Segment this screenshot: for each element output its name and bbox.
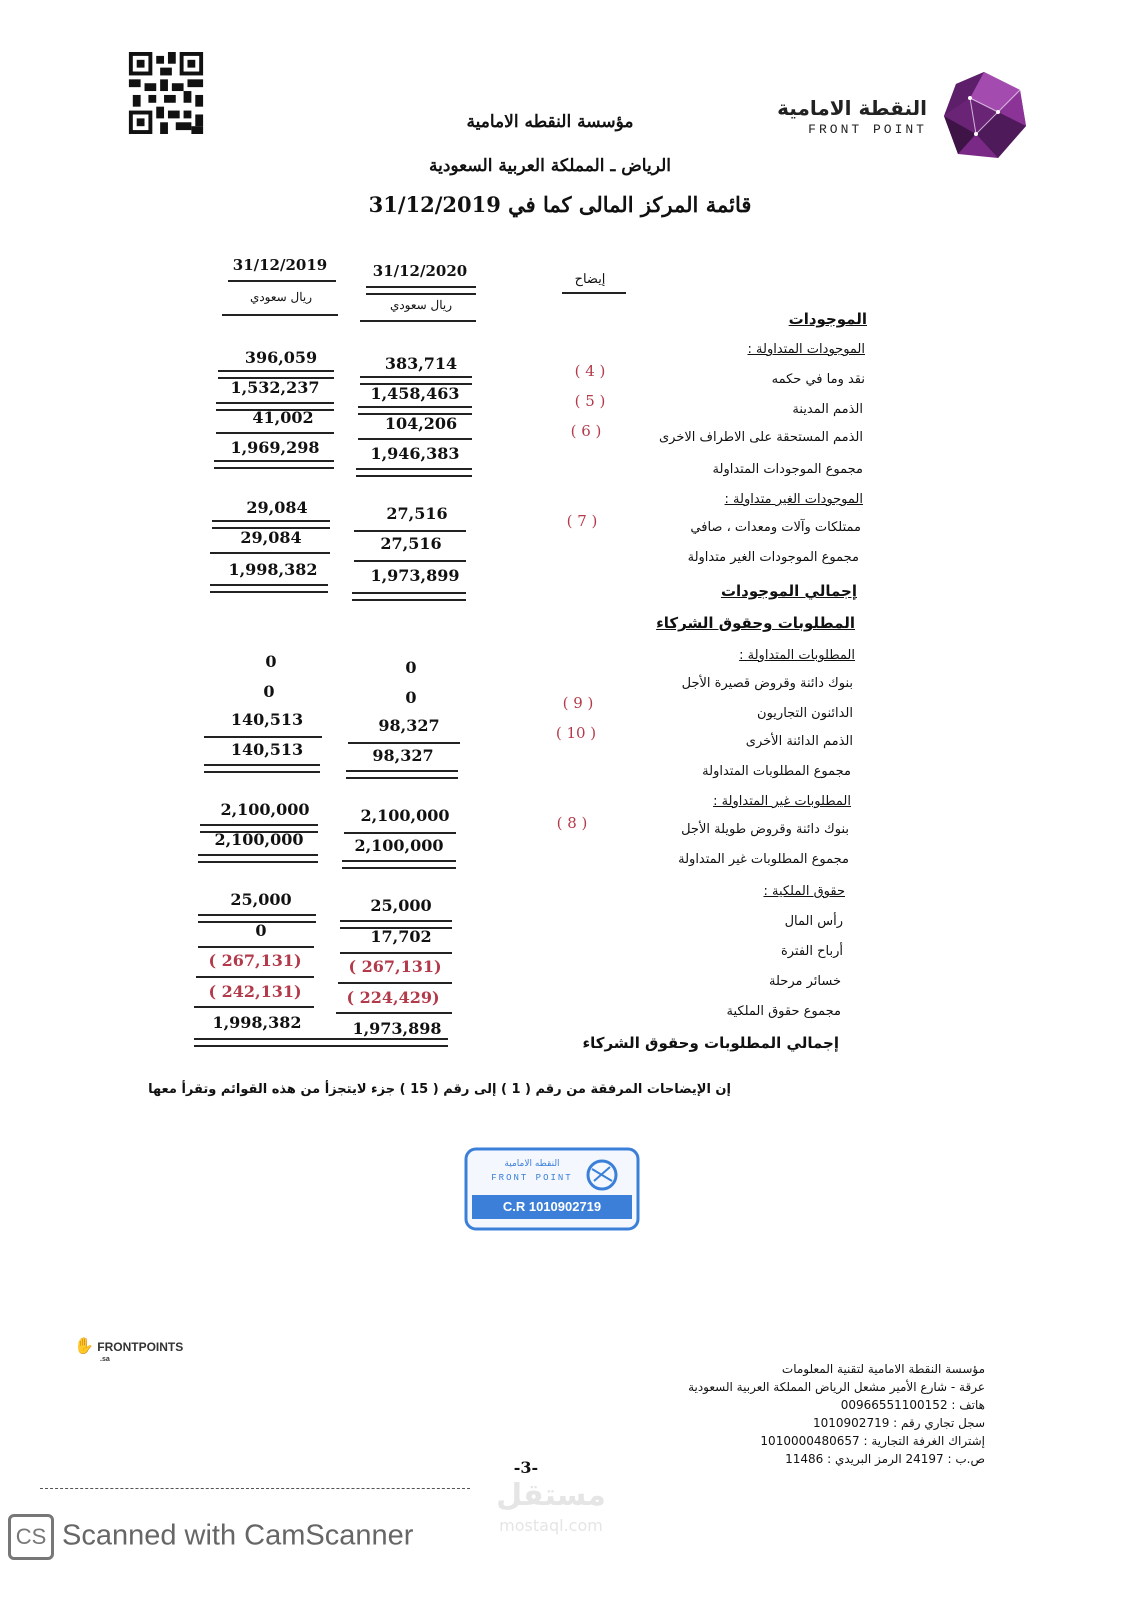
- divider: [366, 286, 476, 295]
- divider: [348, 742, 460, 744]
- row-cash-2019: 396,059: [244, 348, 318, 367]
- divider: [562, 292, 626, 294]
- divider: [344, 832, 456, 834]
- row-banks-long-note: ( 8 ): [556, 814, 588, 832]
- row-total-liab-equity-label: إجمالي المطلوبات وحقوق الشركاء: [582, 1034, 839, 1052]
- stamp-cr: C.R 1010902719: [502, 1199, 602, 1214]
- row-ppe-2020: 27,516: [386, 504, 448, 523]
- row-cash-2020: 383,714: [384, 354, 458, 373]
- row-capital-2019: 25,000: [230, 890, 292, 909]
- row-total-equity-2020: ( 224,429): [346, 988, 440, 1007]
- frontpoints-logo-sub: .sa: [100, 1356, 110, 1363]
- divider: [194, 1038, 448, 1047]
- divider: [210, 584, 328, 593]
- divider: [354, 530, 466, 532]
- row-payables-2019: 0: [263, 682, 275, 701]
- row-total-current-assets-label: مجموع الموجودات المتداولة: [712, 462, 863, 477]
- section-current-liab: المطلوبات المتداولة :: [739, 648, 855, 663]
- company-stamp: [462, 1145, 642, 1235]
- row-other-payables-label: الذمم الدائنة الأخرى: [745, 734, 853, 749]
- row-receivables-2019: 1,532,237: [230, 378, 320, 397]
- row-losses-2019: ( 267,131): [208, 951, 302, 970]
- watermark-english: mostaql.com: [499, 1516, 603, 1535]
- watermark-arabic: مستقل: [496, 1478, 606, 1513]
- section-liab-equity: المطلوبات وحقوق الشركاء: [656, 614, 855, 632]
- row-capital-2020: 25,000: [370, 896, 432, 915]
- row-total-current-liab-label: مجموع المطلوبات المتداولة: [702, 764, 851, 779]
- stamp-arabic: النقطه الامامية: [504, 1159, 560, 1169]
- section-noncurrent-liab: المطلوبات غير المتداولة :: [713, 794, 851, 809]
- divider: [358, 438, 472, 440]
- row-cash-label: نقد وما في حكمه: [771, 372, 865, 387]
- divider: [198, 854, 318, 863]
- row-total-equity-2019: ( 242,131): [208, 982, 302, 1001]
- divider: [340, 952, 452, 954]
- address-line: سجل تجاري رقم : 1010902719: [813, 1416, 985, 1430]
- camscanner-banner: [8, 1514, 413, 1560]
- row-total-current-assets-2020: 1,946,383: [370, 444, 460, 463]
- divider: [336, 1012, 452, 1014]
- col-2020-currency: ريال سعودي: [389, 298, 453, 312]
- divider: [204, 764, 320, 773]
- row-ppe-2019: 29,084: [246, 498, 308, 517]
- company-name: مؤسسة النقطه الامامية: [466, 112, 634, 132]
- address-line: ص.ب : 24197 الرمز البريدي : 11486: [785, 1452, 985, 1466]
- row-banks-short-2019: 0: [265, 652, 277, 671]
- row-total-noncurrent-liab-2019: 2,100,000: [214, 830, 304, 849]
- row-banks-long-2019: 2,100,000: [220, 800, 310, 819]
- row-receivables-2020: 1,458,463: [370, 384, 460, 403]
- row-related-2020: 104,206: [384, 414, 458, 433]
- address-line: إشتراك الغرفة التجارية : 1010000480657: [760, 1434, 985, 1448]
- row-capital-label: رأس المال: [784, 914, 843, 929]
- hand-icon: ✋: [74, 1338, 94, 1355]
- row-related-label: الذمم المستحقة على الاطراف الاخرى: [658, 430, 863, 445]
- divider: [354, 560, 466, 562]
- col-2019-header: 31/12/2019: [232, 256, 328, 274]
- frontpoints-logo: [74, 1336, 183, 1363]
- col-2020-header: 31/12/2020: [372, 262, 468, 280]
- address-line: عرقة - شارع الأمير مشعل الرياض المملكة العربية السعودية: [688, 1380, 985, 1394]
- section-noncurrent-assets: الموجودات الغير متداولة :: [724, 492, 863, 507]
- col-2019-currency: ريال سعودي: [249, 290, 313, 304]
- logo-english: FRONT POINT: [808, 122, 927, 137]
- row-banks-long-label: بنوك دائنة وقروض طويلة الأجل: [681, 822, 849, 837]
- page-number: -3-: [513, 1458, 539, 1477]
- page-title: قائمة المركز المالى كما في 31/12/2019: [368, 192, 752, 217]
- divider: [360, 320, 476, 322]
- row-total-liab-equity-2019: 1,998,382: [212, 1013, 302, 1032]
- row-total-noncurrent-assets-label: مجموع الموجودات الغير متداولة: [687, 550, 859, 565]
- row-related-note: ( 6 ): [570, 422, 602, 440]
- footnote: إن الإيضاحات المرفقة من رقم ( 1 ) إلى رقم ( 15 ) جزء لايتجزأ من هذه القوائم وتقرأ معها: [148, 1082, 731, 1097]
- section-equity: حقوق الملكية :: [763, 884, 845, 899]
- row-ppe-label: ممتلكات وآلات ومعدات ، صافي: [690, 520, 861, 535]
- row-profit-2019: 0: [255, 921, 267, 940]
- divider: [204, 736, 322, 738]
- divider: [40, 1488, 470, 1489]
- row-ppe-note: ( 7 ): [566, 512, 598, 530]
- row-total-current-assets-2019: 1,969,298: [230, 438, 320, 457]
- row-total-noncurrent-assets-2019: 29,084: [240, 528, 302, 547]
- divider: [214, 460, 334, 469]
- row-losses-label: خسائر مرحلة: [769, 974, 841, 989]
- stamp-english: FRONT POINT: [491, 1173, 573, 1183]
- front-point-logo-text: [777, 96, 927, 137]
- company-location: الرياض ـ المملكة العربية السعودية: [428, 156, 672, 176]
- row-total-noncurrent-liab-label: مجموع المطلوبات غير المتداولة: [678, 852, 849, 867]
- row-total-liab-equity-2020: 1,973,898: [352, 1019, 442, 1038]
- divider: [346, 770, 458, 779]
- row-banks-short-label: بنوك دائنة وقروض قصيرة الأجل: [681, 676, 853, 691]
- divider: [198, 946, 314, 948]
- camscanner-icon: CS: [8, 1514, 54, 1560]
- row-banks-long-2020: 2,100,000: [360, 806, 450, 825]
- row-total-current-liab-2020: 98,327: [372, 746, 434, 765]
- divider: [196, 976, 314, 978]
- row-other-payables-2020: 98,327: [378, 716, 440, 735]
- address-line: هاتف : 00966551100152: [840, 1398, 985, 1412]
- divider: [352, 592, 466, 601]
- section-assets: الموجودات: [788, 310, 867, 328]
- address-line: مؤسسة النقطة الامامية لتقنية المعلومات: [781, 1362, 985, 1376]
- row-payables-label: الدائنون التجاريون: [757, 706, 853, 721]
- divider: [228, 280, 336, 282]
- divider: [222, 314, 338, 316]
- note-col-header: إيضاح: [574, 272, 606, 287]
- section-current-assets: الموجودات المتداولة :: [747, 342, 865, 357]
- divider: [194, 1006, 314, 1008]
- row-payables-2020: 0: [405, 688, 417, 707]
- logo-arabic: النقطة الامامية: [777, 96, 927, 120]
- divider: [338, 982, 452, 984]
- divider: [210, 552, 330, 554]
- row-total-equity-label: مجموع حقوق الملكية: [726, 1004, 841, 1019]
- row-profit-2020: 17,702: [370, 927, 432, 946]
- divider: [356, 468, 472, 477]
- row-banks-short-2020: 0: [405, 658, 417, 677]
- row-total-assets-2019: 1,998,382: [228, 560, 318, 579]
- row-total-current-liab-2019: 140,513: [230, 740, 304, 759]
- row-receivables-note: ( 5 ): [574, 392, 606, 410]
- qr-code-icon: [128, 52, 204, 134]
- divider: [216, 432, 334, 434]
- row-total-noncurrent-assets-2020: 27,516: [380, 534, 442, 553]
- row-related-2019: 41,002: [252, 408, 314, 427]
- row-payables-note: ( 9 ): [562, 694, 594, 712]
- row-other-payables-note: ( 10 ): [555, 724, 597, 742]
- row-profit-label: أرباح الفترة: [780, 944, 843, 959]
- row-other-payables-2019: 140,513: [230, 710, 304, 729]
- row-total-assets-2020: 1,973,899: [370, 566, 460, 585]
- camscanner-text: Scanned with CamScanner: [62, 1519, 414, 1552]
- address-block: [645, 1360, 985, 1468]
- row-total-assets-label: إجمالي الموجودات: [720, 582, 857, 600]
- row-cash-note: ( 4 ): [574, 362, 606, 380]
- frontpoints-logo-text: FRONTPOINTS: [97, 1340, 184, 1354]
- row-losses-2020: ( 267,131): [348, 957, 442, 976]
- front-point-logo-icon: [940, 68, 1028, 164]
- divider: [342, 860, 456, 869]
- row-total-noncurrent-liab-2020: 2,100,000: [354, 836, 444, 855]
- row-receivables-label: الذمم المدينة: [792, 402, 863, 417]
